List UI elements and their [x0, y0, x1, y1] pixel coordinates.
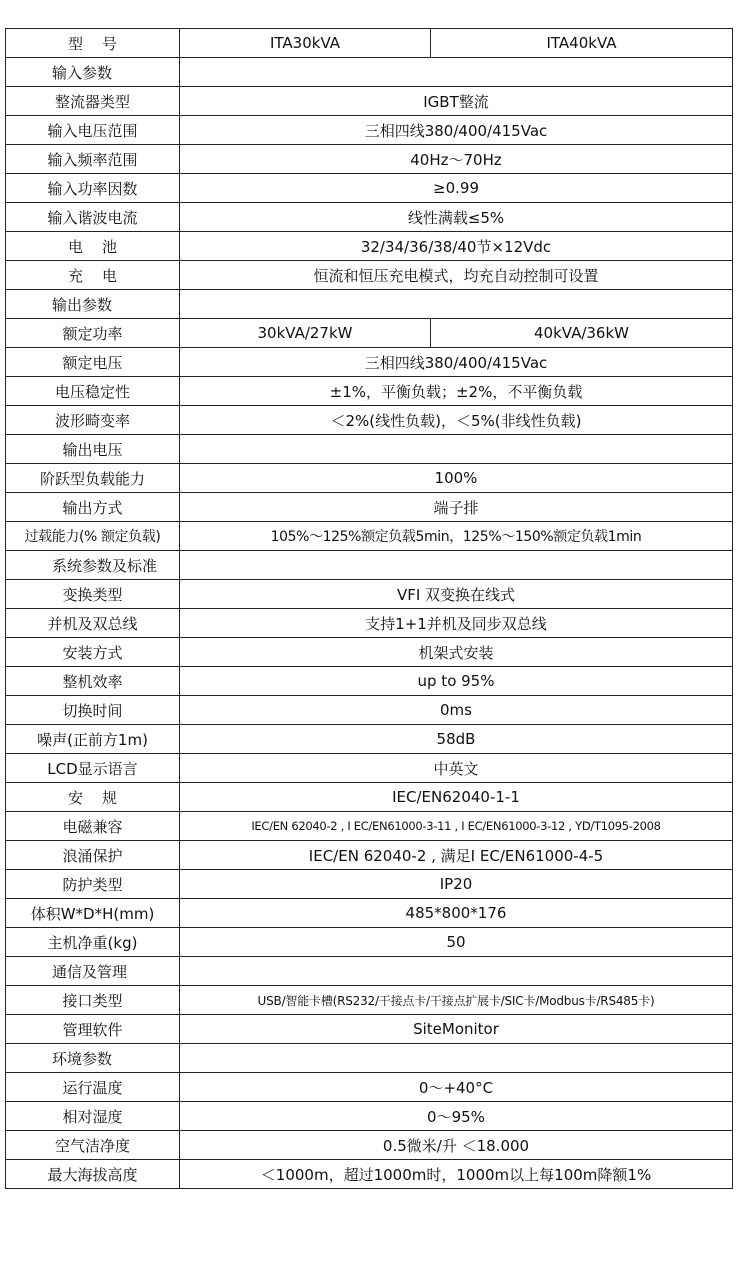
table-row	[6, 841, 733, 870]
row-value: 中英文	[180, 754, 733, 783]
section-row	[6, 551, 733, 580]
section-filler	[180, 290, 733, 319]
section-label: 系统参数及标准	[6, 551, 180, 580]
row-label: 输出方式	[6, 493, 180, 522]
row-label: LCD显示语言	[6, 754, 180, 783]
row-value: 线性满载≤5%	[180, 203, 733, 232]
row-label: 浪涌保护	[6, 841, 180, 870]
table-row	[6, 464, 733, 493]
table-row	[6, 754, 733, 783]
table-row	[6, 348, 733, 377]
table-row	[6, 203, 733, 232]
row-label: 防护类型	[6, 870, 180, 899]
table-row	[6, 522, 733, 551]
row-label: 输入电压范围	[6, 116, 180, 145]
row-value: 0～95%	[180, 1102, 733, 1131]
table-row	[6, 319, 733, 348]
row-label: 波形畸变率	[6, 406, 180, 435]
row-label: 输入功率因数	[6, 174, 180, 203]
row-value: up to 95%	[180, 667, 733, 696]
table-row	[6, 493, 733, 522]
row-label: 安装方式	[6, 638, 180, 667]
table-row	[6, 261, 733, 290]
table-row	[6, 812, 733, 841]
table-row	[6, 406, 733, 435]
table-row	[6, 1160, 733, 1189]
row-label: 接口类型	[6, 986, 180, 1015]
row-value: VFI 双变换在线式	[180, 580, 733, 609]
row-label: 输入谐波电流	[6, 203, 180, 232]
section-filler	[180, 1044, 733, 1073]
row-label: 电磁兼容	[6, 812, 180, 841]
row-label: 安 规	[6, 783, 180, 812]
row-value: 端子排	[180, 493, 733, 522]
table-row	[6, 725, 733, 754]
table-row	[6, 174, 733, 203]
row-value: ≥0.99	[180, 174, 733, 203]
row-value: IEC/EN 62040-2 , I EC/EN61000-3-11 , I EC/EN61000-3-12 , YD/T1095-2008	[180, 812, 733, 841]
row-label: 输入频率范围	[6, 145, 180, 174]
row-value: 0～+40°C	[180, 1073, 733, 1102]
table-row	[6, 116, 733, 145]
section-label: 环境参数	[6, 1044, 180, 1073]
row-value: IP20	[180, 870, 733, 899]
section-filler	[180, 957, 733, 986]
row-label: 过载能力(% 额定负载)	[6, 522, 180, 551]
row-value: 40Hz～70Hz	[180, 145, 733, 174]
model-a-header: ITA30kVA	[180, 29, 431, 58]
model-b-header: ITA40kVA	[431, 29, 733, 58]
row-value: SiteMonitor	[180, 1015, 733, 1044]
section-row	[6, 58, 733, 87]
row-value: 支持1+1并机及同步双总线	[180, 609, 733, 638]
row-value: 机架式安装	[180, 638, 733, 667]
table-row	[6, 696, 733, 725]
table-row	[6, 377, 733, 406]
table-row	[6, 435, 733, 464]
table-row	[6, 1102, 733, 1131]
row-label: 整流器类型	[6, 87, 180, 116]
row-value: IEC/EN62040-1-1	[180, 783, 733, 812]
table-row	[6, 1131, 733, 1160]
row-value: 三相四线380/400/415Vac	[180, 348, 733, 377]
table-row	[6, 667, 733, 696]
table-row	[6, 580, 733, 609]
row-label: 输出电压	[6, 435, 180, 464]
row-label: 最大海拔高度	[6, 1160, 180, 1189]
row-label: 体积W*D*H(mm)	[6, 899, 180, 928]
table-row	[6, 87, 733, 116]
row-value: 58dB	[180, 725, 733, 754]
table-row	[6, 783, 733, 812]
table-row	[6, 232, 733, 261]
row-label: 整机效率	[6, 667, 180, 696]
row-label: 额定电压	[6, 348, 180, 377]
section-row	[6, 290, 733, 319]
row-value: 485*800*176	[180, 899, 733, 928]
row-value: 恒流和恒压充电模式，均充自动控制可设置	[180, 261, 733, 290]
header-label: 型 号	[6, 29, 180, 58]
row-value: 0ms	[180, 696, 733, 725]
row-label: 阶跃型负载能力	[6, 464, 180, 493]
row-value: 32/34/36/38/40节×12Vdc	[180, 232, 733, 261]
row-value: USB/智能卡槽(RS232/干接点卡/干接点扩展卡/SIC卡/Modbus卡/RS485卡)	[180, 986, 733, 1015]
section-label: 输出参数	[6, 290, 180, 319]
row-label: 噪声(正前方1m)	[6, 725, 180, 754]
row-value: 105%～125%额定负载5min，125%～150%额定负载1min	[180, 522, 733, 551]
row-value-model-b: 40kVA/36kW	[431, 319, 733, 348]
table-row	[6, 928, 733, 957]
row-label: 运行温度	[6, 1073, 180, 1102]
table-row	[6, 1073, 733, 1102]
section-filler	[180, 58, 733, 87]
row-value-model-a: 30kVA/27kW	[180, 319, 431, 348]
section-filler	[180, 551, 733, 580]
row-value: 0.5微米/升 ＜18.000	[180, 1131, 733, 1160]
row-value	[180, 435, 733, 464]
row-label: 充 电	[6, 261, 180, 290]
table-row	[6, 870, 733, 899]
section-label: 输入参数	[6, 58, 180, 87]
row-label: 电 池	[6, 232, 180, 261]
row-label: 电压稳定性	[6, 377, 180, 406]
row-label: 空气洁净度	[6, 1131, 180, 1160]
header-row	[6, 29, 733, 58]
table-row	[6, 986, 733, 1015]
row-value: ＜1000m，超过1000m时，1000m以上每100m降额1%	[180, 1160, 733, 1189]
section-label: 通信及管理	[6, 957, 180, 986]
spec-table-body	[6, 29, 733, 1189]
row-label: 主机净重(kg)	[6, 928, 180, 957]
row-label: 额定功率	[6, 319, 180, 348]
table-row	[6, 1015, 733, 1044]
row-value: IEC/EN 62040-2 , 满足I EC/EN61000-4-5	[180, 841, 733, 870]
row-value: 50	[180, 928, 733, 957]
row-label: 变换类型	[6, 580, 180, 609]
row-label: 并机及双总线	[6, 609, 180, 638]
table-row	[6, 899, 733, 928]
table-row	[6, 145, 733, 174]
row-value: 100%	[180, 464, 733, 493]
row-value: ＜2%(线性负载)，＜5%(非线性负载)	[180, 406, 733, 435]
row-label: 管理软件	[6, 1015, 180, 1044]
spec-table	[5, 28, 733, 1189]
row-label: 切换时间	[6, 696, 180, 725]
section-row	[6, 957, 733, 986]
table-row	[6, 638, 733, 667]
table-row	[6, 609, 733, 638]
row-label: 相对湿度	[6, 1102, 180, 1131]
row-value: IGBT整流	[180, 87, 733, 116]
row-value: 三相四线380/400/415Vac	[180, 116, 733, 145]
section-row	[6, 1044, 733, 1073]
row-value: ±1%，平衡负载；±2%，不平衡负载	[180, 377, 733, 406]
